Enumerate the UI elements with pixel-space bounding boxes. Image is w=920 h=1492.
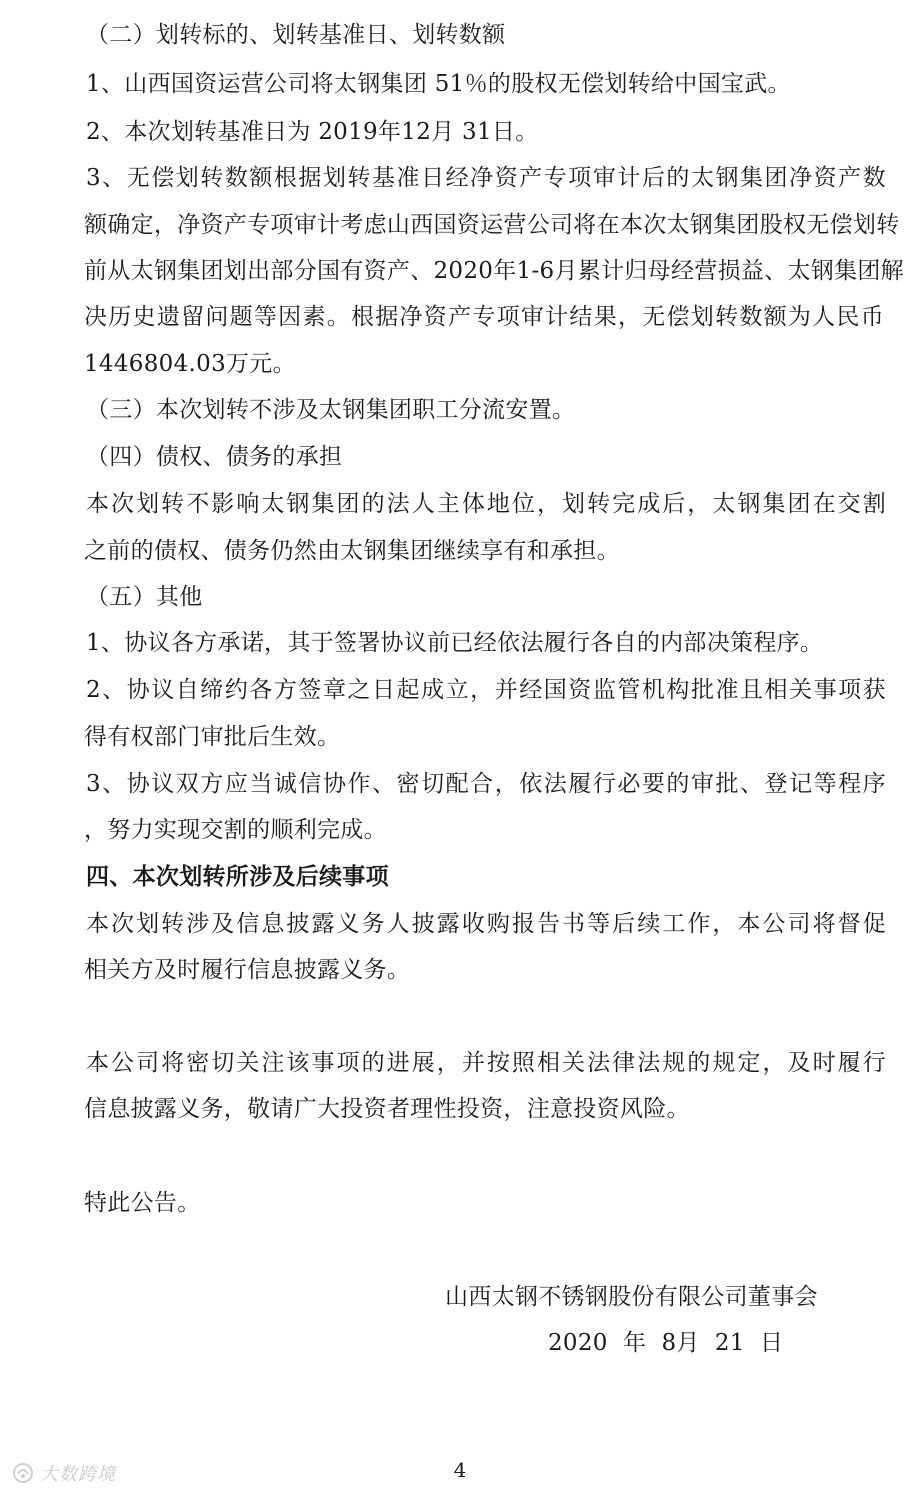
section-2-item-3-line-1: 3、无偿划转数额根据划转基准日经净资产专项审计后的太钢集团净资产数	[86, 165, 886, 191]
section-5-item-3-line-1: 3、协议双方应当诚信协作、密切配合，依法履行必要的审批、登记等程序	[86, 771, 886, 797]
section-5-item-2-line-1: 2、协议自缔约各方签章之日起成立，并经国资监管机构批准且相关事项获	[86, 677, 886, 703]
signature-date: 2020 年 8月 21 日	[548, 1330, 784, 1356]
closing-line-2: 信息披露义务，敬请广大投资者理性投资，注意投资风险。	[84, 1096, 690, 1122]
section-5-item-2-line-2: 得有权部门审批后生效。	[84, 724, 341, 750]
closing-line-1: 本公司将密切关注该事项的进展，并按照相关法律法规的规定，及时履行	[86, 1050, 886, 1076]
signature-company: 山西太钢不锈钢股份有限公司董事会	[445, 1284, 818, 1310]
watermark-logo-icon	[12, 1462, 34, 1484]
notice-text: 特此公告。	[84, 1190, 201, 1216]
section-5-item-3-line-2: ，努力实现交割的顺利完成。	[84, 817, 387, 843]
part-4-heading: 四、本次划转所涉及后续事项	[86, 864, 389, 890]
watermark	[12, 1460, 116, 1486]
section-2-item-1: 1、山西国资运营公司将太钢集团 51％的股权无偿划转给中国宝武。	[86, 71, 791, 97]
section-2-item-3-line-2: 额确定，净资产专项审计考虑山西国资运营公司将在本次太钢集团股权无偿划转	[84, 212, 900, 238]
section-2-heading: （二）划转标的、划转基准日、划转数额	[86, 22, 506, 48]
section-4-body-line-1: 本次划转不影响太钢集团的法人主体地位，划转完成后，太钢集团在交割	[86, 491, 886, 517]
page-number: 4	[453, 1458, 467, 1482]
section-3-heading: （三）本次划转不涉及太钢集团职工分流安置。	[86, 397, 576, 423]
section-2-item-3-line-3: 前从太钢集团划出部分国有资产、2020年1-6月累计归母经营损益、太钢集团解	[84, 258, 904, 284]
section-2-item-3-line-4: 决历史遗留问题等因素。根据净资产专项审计结果，无偿划转数额为人民币	[84, 304, 884, 330]
section-2-item-2: 2、本次划转基准日为 2019年12月 31日。	[86, 119, 539, 145]
section-4-heading: （四）债权、债务的承担	[86, 444, 343, 470]
section-2-item-3-line-5: 1446804.03万元。	[84, 351, 296, 377]
section-5-item-1: 1、协议各方承诺，其于签署协议前已经依法履行各自的内部决策程序。	[86, 630, 824, 656]
section-4-body-line-2: 之前的债权、债务仍然由太钢集团继续享有和承担。	[84, 538, 620, 564]
watermark-text: 大数跨境	[40, 1464, 116, 1485]
part-4-body-line-2: 相关方及时履行信息披露义务。	[84, 957, 411, 983]
part-4-body-line-1: 本次划转涉及信息披露义务人披露收购报告书等后续工作，本公司将督促	[86, 911, 886, 937]
section-5-heading: （五）其他	[86, 584, 203, 610]
